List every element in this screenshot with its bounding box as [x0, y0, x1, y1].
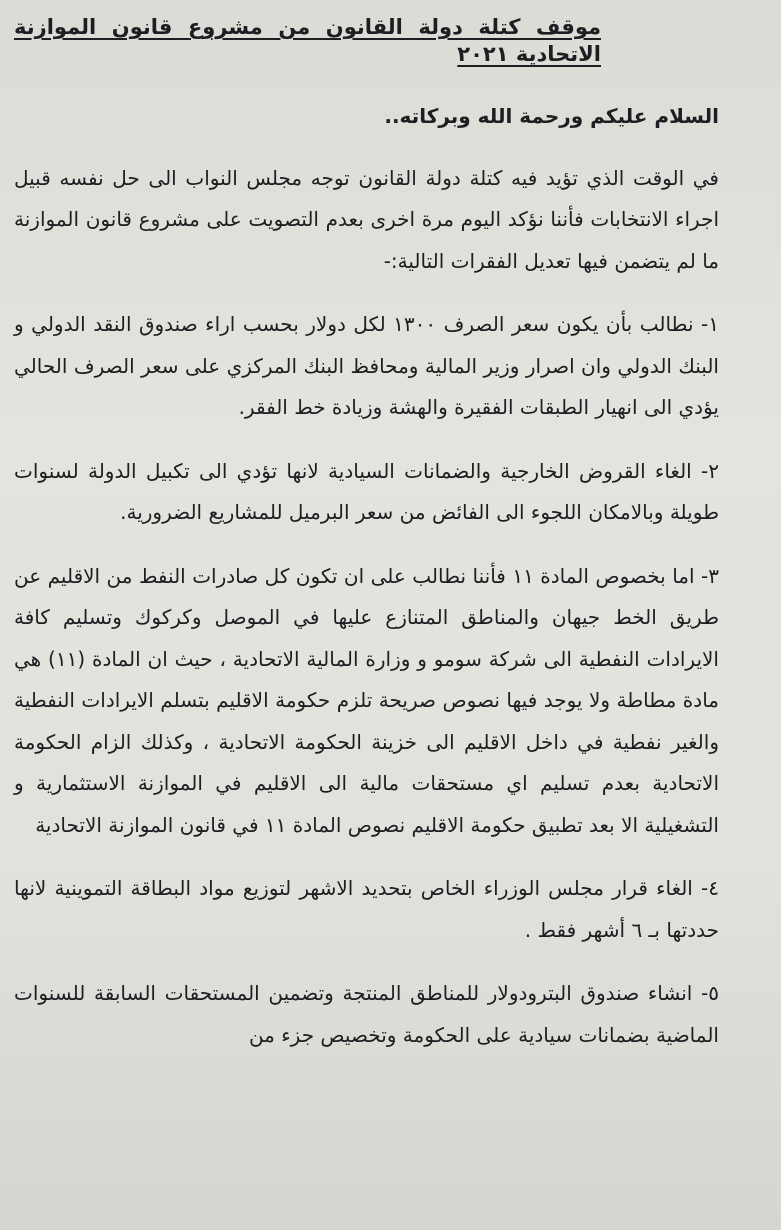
item-2: ٢- الغاء القروض الخارجية والضمانات السيادية لانها تؤدي الى تكبيل الدولة لسنوات طويلة وبالامكان اللجوء الى الفائض من سعر البرميل للمشاريع الضرورية.	[14, 458, 719, 524]
greeting: السلام عليكم ورحمة الله وبركاته..	[384, 104, 719, 128]
item-4: ٤- الغاء قرار مجلس الوزراء الخاص بتحديد الاشهر لتوزيع مواد البطاقة التموينية لانها حددتها بـ ٦ أشهر فقط .	[14, 876, 719, 942]
item-5: ٥- انشاء صندوق البترودولار للمناطق المنتجة وتضمين المستحقات السابقة للسنوات الماضية بضمانات سيادية على الحكومة وتخصيص جزء من	[14, 981, 719, 1047]
item-1: ١- نطالب بأن يكون سعر الصرف ١٣٠٠ لكل دولار بحسب اراء صندوق النقد الدولي و البنك الدولي وان اصرار وزير المالية ومحافظ البنك المركزي على سعر الصرف الحالي يؤدي الى انهيار الطبقات الفقيرة والهشة وزيادة خط الفقر.	[14, 312, 719, 419]
document-body	[14, 14, 719, 1078]
item-3: ٣- اما بخصوص المادة ١١ فأننا نطالب على ان تكون كل صادرات النفط من الاقليم عن طريق الخط جيهان والمناطق المتنازع عليها في الموصل وكركوك وتسليم كافة الايرادات النفطية الى شركة سومو و وزارة المالية الاتحادية ، حيث ان المادة (١١) هي مادة مطاطة ولا يوجد فيها نصوص صريحة تلزم حكومة الاقليم بتسلم الايرادات النفطية والغير نفطية في داخل الاقليم الى خزينة الحكومة الاتحادية ، وكذلك الزام الحكومة الاتحادية بعدم تسليم اي مستحقات مالية الى الاقليم في الموازنة الاستثمارية و التشغيلية الا بعد تطبيق حكومة الاقليم نصوص المادة ١١ في قانون الموازنة الاتحادية	[14, 563, 719, 837]
document-title	[14, 14, 719, 68]
intro-paragraph: في الوقت الذي تؤيد فيه كتلة دولة القانون توجه مجلس النواب الى حل نفسه قبيل اجراء الانتخابات فأننا نؤكد اليوم مرة اخرى بعدم التصويت على مشروع قانون الموازنة ما لم يتضمن فيها تعديل الفقرات التالية:-	[14, 165, 719, 273]
title-line: موقف كتلة دولة القانون من مشروع قانون الموازنة الاتحادية ٢٠٢١	[14, 15, 601, 66]
